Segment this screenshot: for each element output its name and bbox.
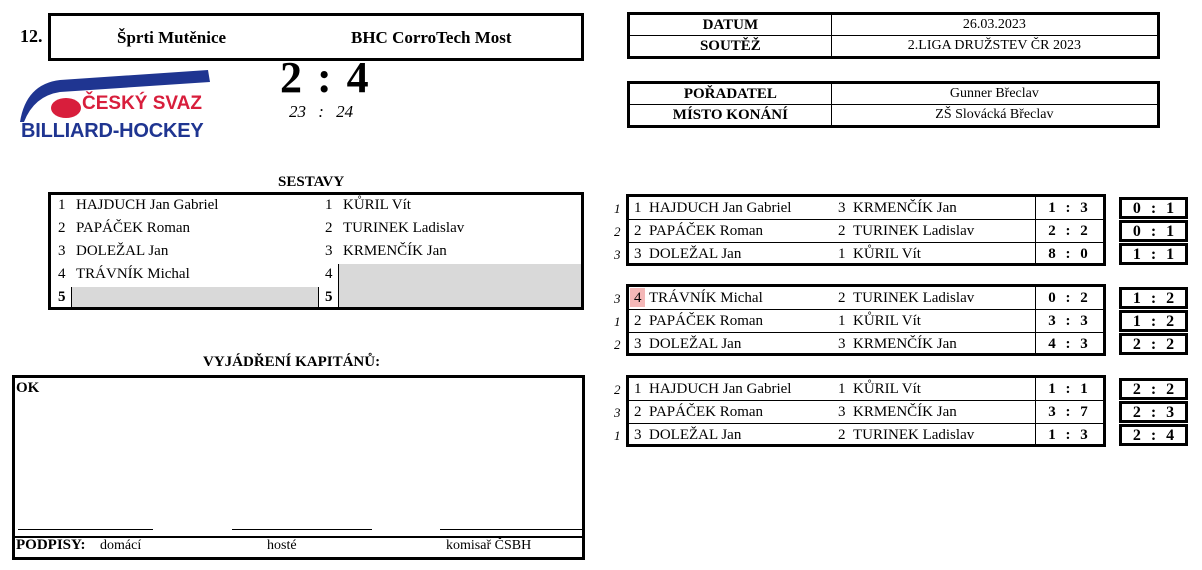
- running-total: 2 : 2: [1119, 378, 1188, 400]
- game-away-number: 1: [838, 381, 846, 397]
- game-away-number: 2: [838, 427, 846, 443]
- lineup-home-number: 2: [58, 220, 66, 236]
- lineup-away-number: 4: [325, 266, 333, 282]
- lineups-title: SESTAVY: [278, 174, 345, 190]
- running-total: 1 : 2: [1119, 287, 1188, 309]
- game-away-player: KRMENČÍK Jan: [853, 200, 957, 216]
- away-team-name: BHC CorroTech Most: [351, 28, 512, 47]
- running-total: 1 : 1: [1119, 243, 1188, 265]
- captain-statement-box: [12, 375, 585, 560]
- game-home-number: 2: [634, 404, 642, 420]
- lineup-home-player: PAPÁČEK Roman: [76, 220, 191, 236]
- lineup-away-number: 1: [325, 197, 333, 213]
- signature-guest-label: hosté: [267, 538, 297, 553]
- running-total: 0 : 1: [1119, 197, 1188, 219]
- game-order: 2: [614, 337, 621, 352]
- game-order: 1: [614, 201, 621, 216]
- lineup-away-number: 3: [325, 243, 333, 259]
- game-away-number: 1: [838, 246, 846, 262]
- game-home-number: 3: [634, 246, 642, 262]
- lineup-away-number: 5: [325, 289, 333, 305]
- poradatel-value: Gunner Břeclav: [831, 83, 1158, 105]
- game-home-number: 1: [634, 200, 642, 216]
- datum-value: 26.03.2023: [831, 14, 1158, 36]
- game-order: 3: [614, 247, 621, 262]
- running-total: 2 : 4: [1119, 424, 1188, 446]
- game-away-number: 1: [838, 313, 846, 329]
- misto-label: MÍSTO KONÁNÍ: [629, 105, 832, 127]
- game-away-player: KŮRIL Vít: [853, 246, 921, 262]
- soutez-value: 2.LIGA DRUŽSTEV ČR 2023: [831, 36, 1158, 58]
- lineups-box: [48, 192, 584, 310]
- game-away-player: KRMENČÍK Jan: [853, 336, 957, 352]
- game-home-player: DOLEŽAL Jan: [649, 336, 742, 352]
- game-order: 1: [614, 314, 621, 329]
- lineup-away-player: TURINEK Ladislav: [343, 220, 465, 236]
- logo-text-line2: BILLIARD-HOCKEY: [21, 120, 204, 142]
- game-score: 1 : 3: [1048, 427, 1088, 443]
- game-score: 3 : 3: [1048, 313, 1088, 329]
- logo-text-line1: ČESKÝ SVAZ: [82, 93, 203, 114]
- signature-home-label: domácí: [100, 538, 142, 553]
- game-home-player: HAJDUCH Jan Gabriel: [649, 200, 792, 216]
- game-away-player: TURINEK Ladislav: [853, 290, 975, 306]
- lineup-home-number: 3: [58, 243, 66, 259]
- game-home-player: DOLEŽAL Jan: [649, 427, 742, 443]
- lineup-home-number: 1: [58, 197, 66, 213]
- game-home-player: PAPÁČEK Roman: [649, 404, 764, 420]
- game-home-number: 2: [634, 313, 642, 329]
- datum-label: DATUM: [629, 14, 832, 36]
- captain-statement-text: OK: [16, 380, 40, 396]
- game-home-number: 4: [634, 290, 642, 306]
- game-score: 4 : 3: [1048, 336, 1088, 352]
- game-order: 2: [614, 224, 621, 239]
- lineup-home-number: 4: [58, 266, 66, 282]
- game-home-player: PAPÁČEK Roman: [649, 223, 764, 239]
- running-total: 0 : 1: [1119, 220, 1188, 242]
- running-total: 2 : 3: [1119, 401, 1188, 423]
- signature-line-guest: [232, 529, 372, 530]
- game-away-number: 2: [838, 223, 846, 239]
- lineup-away-player: KRMENČÍK Jan: [343, 243, 447, 259]
- game-home-number: 1: [634, 381, 642, 397]
- signature-line-commissioner: [440, 529, 582, 530]
- signature-commissioner-label: komisař ČSBH: [446, 538, 532, 553]
- game-order: 3: [614, 405, 621, 420]
- running-total: 1 : 2: [1119, 310, 1188, 332]
- lineup-home-player: TRÁVNÍK Michal: [76, 266, 190, 282]
- game-away-player: KŮRIL Vít: [853, 381, 921, 397]
- game-order: 3: [614, 291, 621, 306]
- game-score: 8 : 0: [1048, 246, 1088, 262]
- signature-line-home: [18, 529, 153, 530]
- goals-score: 23 : 24: [289, 102, 354, 121]
- game-away-player: TURINEK Ladislav: [853, 223, 975, 239]
- game-home-number: 3: [634, 427, 642, 443]
- game-away-player: KRMENČÍK Jan: [853, 404, 957, 420]
- misto-value: ZŠ Slovácká Břeclav: [831, 105, 1158, 127]
- csbh-logo: [20, 66, 220, 146]
- game-order: 2: [614, 382, 621, 397]
- game-away-number: 2: [838, 290, 846, 306]
- game-home-player: TRÁVNÍK Michal: [649, 290, 763, 306]
- game-score: 1 : 1: [1048, 381, 1088, 397]
- game-away-number: 3: [838, 336, 846, 352]
- lineup-away-player: KŮRIL Vít: [343, 197, 411, 213]
- poradatel-label: POŘADATEL: [629, 83, 832, 105]
- captain-statement-title: VYJÁDŘENÍ KAPITÁNŮ:: [203, 354, 381, 370]
- match-score: 2 : 4: [280, 53, 371, 102]
- soutez-label: SOUTĚŽ: [629, 36, 832, 58]
- lineup-home-player: DOLEŽAL Jan: [76, 243, 169, 259]
- signatures-label: PODPISY:: [16, 537, 86, 553]
- game-score: 0 : 2: [1048, 290, 1088, 306]
- match-number: 12.: [20, 26, 43, 46]
- running-total: 2 : 2: [1119, 333, 1188, 355]
- game-home-player: PAPÁČEK Roman: [649, 313, 764, 329]
- game-home-player: DOLEŽAL Jan: [649, 246, 742, 262]
- game-score: 1 : 3: [1048, 200, 1088, 216]
- game-score: 3 : 7: [1048, 404, 1088, 420]
- home-team-name: Šprti Mutěnice: [117, 28, 227, 47]
- game-home-player: HAJDUCH Jan Gabriel: [649, 381, 792, 397]
- lineup-home-number: 5: [58, 289, 66, 305]
- game-away-number: 3: [838, 200, 846, 216]
- game-score: 2 : 2: [1048, 223, 1088, 239]
- lineup-home-player: HAJDUCH Jan Gabriel: [76, 197, 219, 213]
- game-order: 1: [614, 428, 621, 443]
- lineup-away-number: 2: [325, 220, 333, 236]
- match-info-table: [627, 12, 1160, 59]
- game-home-number: 2: [634, 223, 642, 239]
- game-away-player: TURINEK Ladislav: [853, 427, 975, 443]
- game-home-number: 3: [634, 336, 642, 352]
- organizer-table: [627, 81, 1160, 128]
- game-away-number: 3: [838, 404, 846, 420]
- empty-cell: [71, 287, 318, 307]
- game-away-player: KŮRIL Vít: [853, 313, 921, 329]
- empty-cell: [338, 264, 581, 307]
